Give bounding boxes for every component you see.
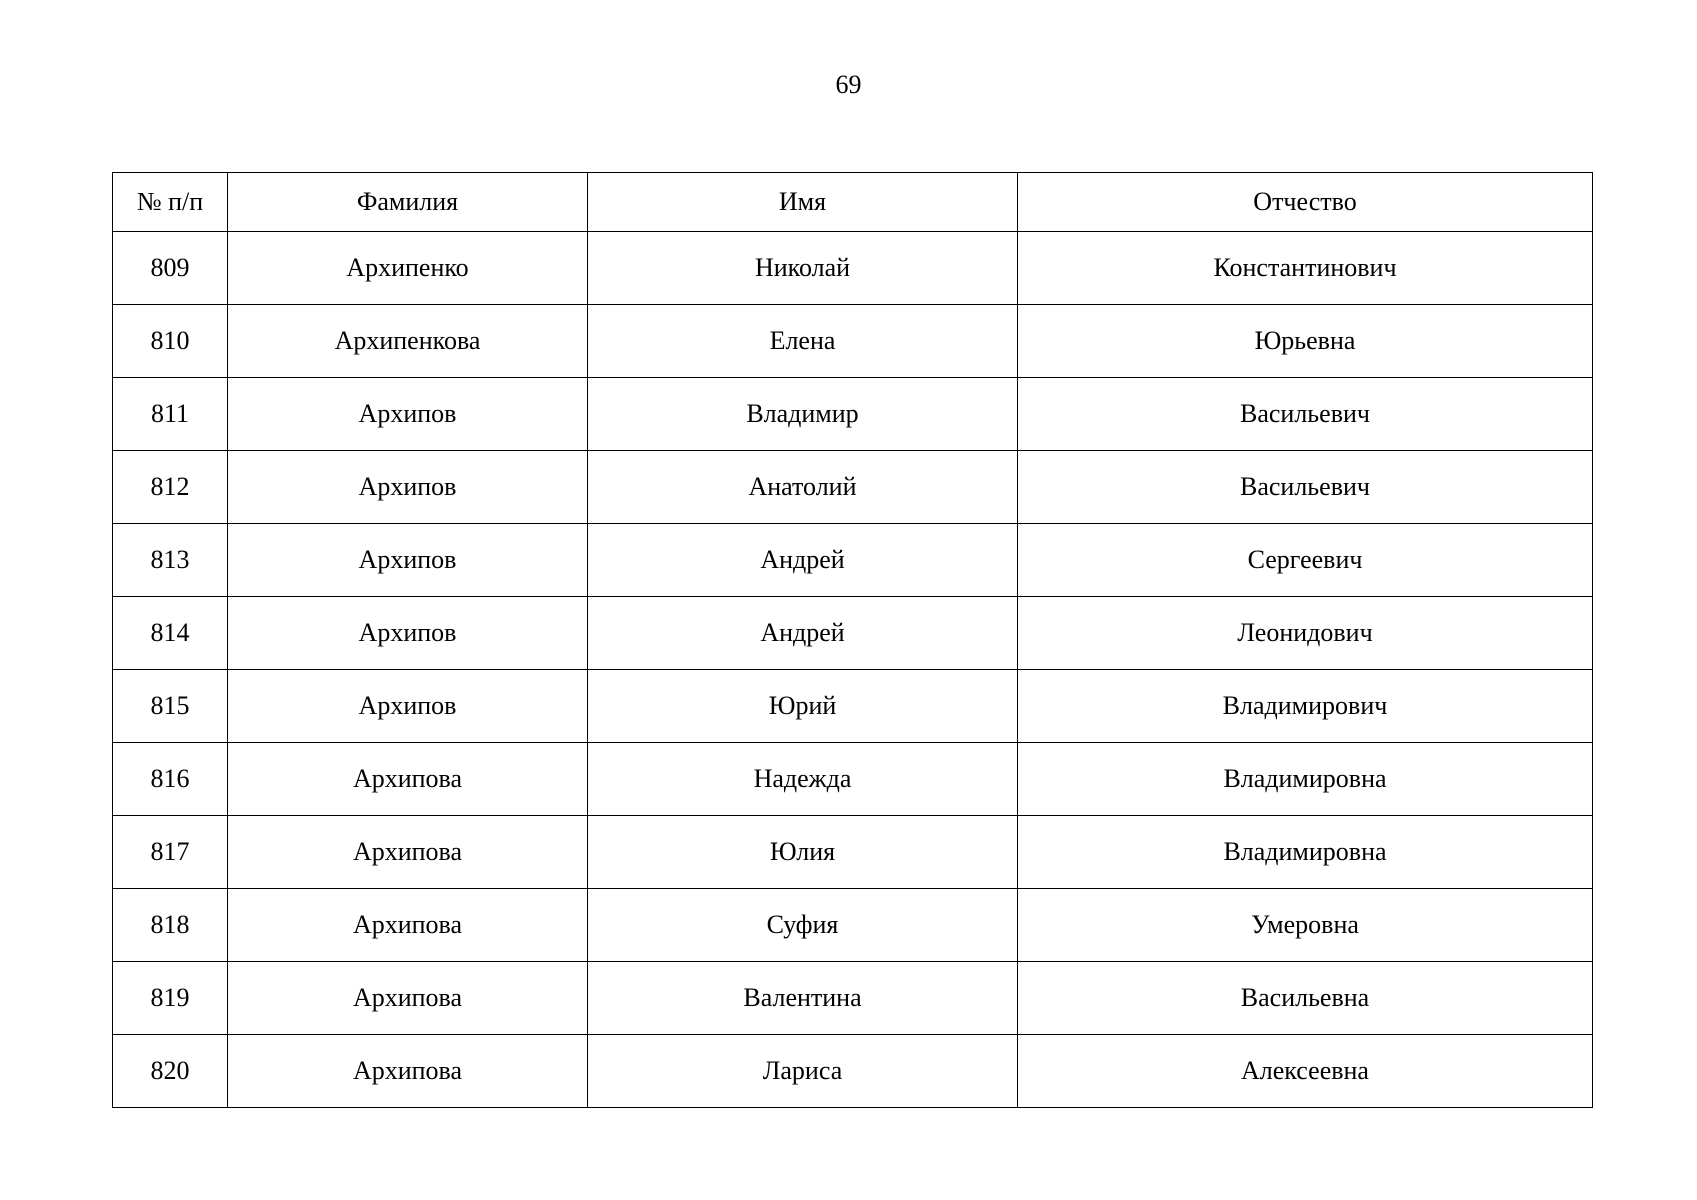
cell-first-name: Юлия [588,816,1018,889]
cell-num: 811 [113,378,228,451]
table-row [113,743,1593,816]
table-row [113,889,1593,962]
cell-patronymic: Васильевич [1018,451,1593,524]
header-patronymic: Отчество [1018,173,1593,232]
table-row [113,232,1593,305]
cell-last-name: Архипенкова [228,305,588,378]
cell-first-name: Владимир [588,378,1018,451]
cell-first-name: Елена [588,305,1018,378]
cell-num: 810 [113,305,228,378]
cell-first-name: Надежда [588,743,1018,816]
cell-patronymic: Владимировна [1018,743,1593,816]
cell-last-name: Архипова [228,962,588,1035]
table-row [113,670,1593,743]
table-row [113,1035,1593,1108]
cell-first-name: Лариса [588,1035,1018,1108]
cell-first-name: Андрей [588,597,1018,670]
cell-first-name: Валентина [588,962,1018,1035]
cell-num: 809 [113,232,228,305]
cell-first-name: Юрий [588,670,1018,743]
cell-patronymic: Сергеевич [1018,524,1593,597]
cell-patronymic: Юрьевна [1018,305,1593,378]
cell-patronymic: Васильевна [1018,962,1593,1035]
cell-patronymic: Владимировна [1018,816,1593,889]
cell-last-name: Архипов [228,524,588,597]
cell-num: 820 [113,1035,228,1108]
cell-num: 813 [113,524,228,597]
table-row [113,524,1593,597]
table-row [113,597,1593,670]
table-row [113,962,1593,1035]
header-num: № п/п [113,173,228,232]
cell-first-name: Николай [588,232,1018,305]
cell-num: 814 [113,597,228,670]
page-number: 69 [835,70,862,99]
cell-last-name: Архипова [228,889,588,962]
cell-num: 819 [113,962,228,1035]
cell-patronymic: Васильевич [1018,378,1593,451]
table-row [113,816,1593,889]
table-row [113,378,1593,451]
cell-num: 812 [113,451,228,524]
cell-first-name: Анатолий [588,451,1018,524]
cell-first-name: Андрей [588,524,1018,597]
header-first-name: Имя [588,173,1018,232]
cell-patronymic: Алексеевна [1018,1035,1593,1108]
cell-last-name: Архипова [228,816,588,889]
cell-num: 818 [113,889,228,962]
cell-last-name: Архипов [228,378,588,451]
cell-num: 817 [113,816,228,889]
cell-num: 816 [113,743,228,816]
cell-last-name: Архипов [228,451,588,524]
table-row [113,451,1593,524]
cell-last-name: Архипова [228,1035,588,1108]
cell-last-name: Архипенко [228,232,588,305]
cell-last-name: Архипова [228,743,588,816]
table-header-row [113,173,1593,232]
cell-last-name: Архипов [228,670,588,743]
cell-patronymic: Леонидович [1018,597,1593,670]
header-last-name: Фамилия [228,173,588,232]
table-row [113,305,1593,378]
cell-patronymic: Владимирович [1018,670,1593,743]
cell-first-name: Суфия [588,889,1018,962]
cell-last-name: Архипов [228,597,588,670]
cell-num: 815 [113,670,228,743]
names-table [112,172,1593,1108]
cell-patronymic: Умеровна [1018,889,1593,962]
cell-patronymic: Константинович [1018,232,1593,305]
